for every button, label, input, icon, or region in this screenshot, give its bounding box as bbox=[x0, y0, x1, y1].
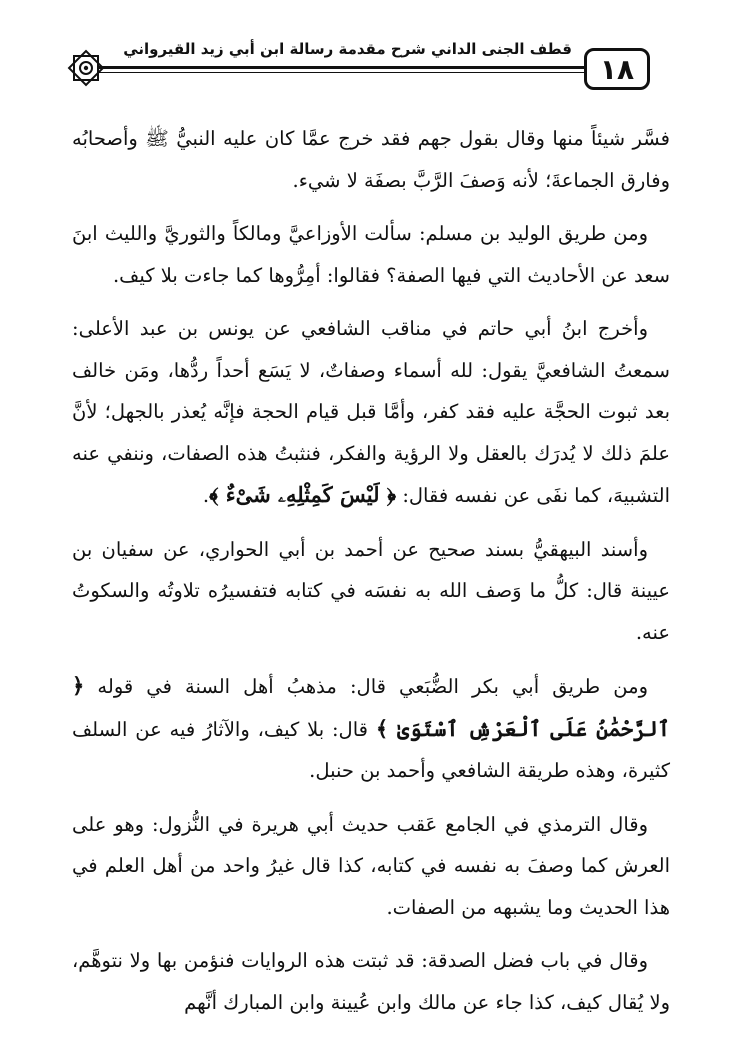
paragraph-text: وأخرج ابنُ أبي حاتم في مناقب الشافعي عن يونس بن عبد الأعلى: سمعتُ الشافعيَّ يقول: لله أسماء وصفاتٌ، لا يَسَع أحداً ردُّها، ومَن خالف بعد ثبوت الحجَّة عليه فقد كفر، وأمَّا قبل قيام الحجة فإنَّه يُعذر بالجهل؛ لأنَّ علمَ ذلك لا يُدرَك بالعقل ولا الرؤية والفكر، فنثبتُ هذه الصفات، وننفي عنه التشبيهَ، كما نفَى عن نفسه فقال: bbox=[72, 317, 670, 507]
paragraph bbox=[72, 308, 670, 517]
paragraph: وقال الترمذي في الجامع عَقب حديث أبي هريرة في النُّزول: وهو على العرش كما وصفَ به نفسه في كتابه، كذا قال غيرُ واحد من أهل العلم في هذا الحديث وما يشبهه من الصفات. bbox=[72, 812, 670, 919]
quran-verse: ﴿ لَيْسَ كَمِثْلِهِۦ شَىْءٌ ﴾ bbox=[209, 482, 397, 507]
page-header bbox=[0, 0, 729, 110]
paragraph-text: . bbox=[202, 484, 210, 507]
paragraph: ومن طريق الوليد بن مسلم: سألت الأوزاعيَّ ومالكاً والثوريَّ والليث ابنَ سعد عن الأحاديث التي فيها الصفة؟ فقالوا: أمِرُّوها كما جاءت بلا كيف. bbox=[72, 222, 670, 287]
quran-verse: ﴿ ٱلرَّحْمَٰنُ عَلَى ٱلْعَرْشِ ٱسْتَوَىٰ ﴾ bbox=[72, 673, 670, 741]
header-rule bbox=[98, 66, 584, 69]
running-title: قطف الجنى الداني شرح مقدمة رسالة ابن أبي زيد القيرواني bbox=[123, 40, 572, 58]
paragraph-text: ومن طريق أبي بكر الضُّبَعي قال: مذهبُ أهل السنة في قوله bbox=[97, 675, 648, 698]
body-text bbox=[72, 118, 670, 1035]
star-ornament-icon bbox=[66, 48, 106, 88]
header-rule-thin bbox=[98, 72, 584, 73]
paragraph: فسَّر شيئاً منها وقال بقول جهم فقد خرج عمَّا كان عليه النبيُّ ﷺ وأصحابُه وفارق الجماعةَ؛ لأنه وَصفَ الرَّبَّ بصفَة لا شيء. bbox=[72, 127, 670, 192]
paragraph bbox=[72, 665, 670, 792]
paragraph: وأسند البيهقيُّ بسند صحيح عن أحمد بن أبي الحواري، عن سفيان بن عيينة قال: كلُّ ما وَصف الله به نفسَه في كتابه فتفسيرُه تلاوتُه والسكوتُ عنه. bbox=[72, 537, 670, 644]
paragraph: وقال في باب فضل الصدقة: قد ثبتت هذه الروايات فنؤمن بها ولا نتوهَّم، ولا يُقال كيف، كذا جاء عن مالك وابن عُيينة وابن المبارك أنَّهم bbox=[72, 949, 670, 1014]
paragraph-text: قال: بلا كيف، والآثارُ فيه عن السلف كثيرة، وهذه طريقة الشافعي وأحمد بن حنبل. bbox=[72, 717, 670, 782]
page-number: ١٨ bbox=[584, 48, 650, 90]
